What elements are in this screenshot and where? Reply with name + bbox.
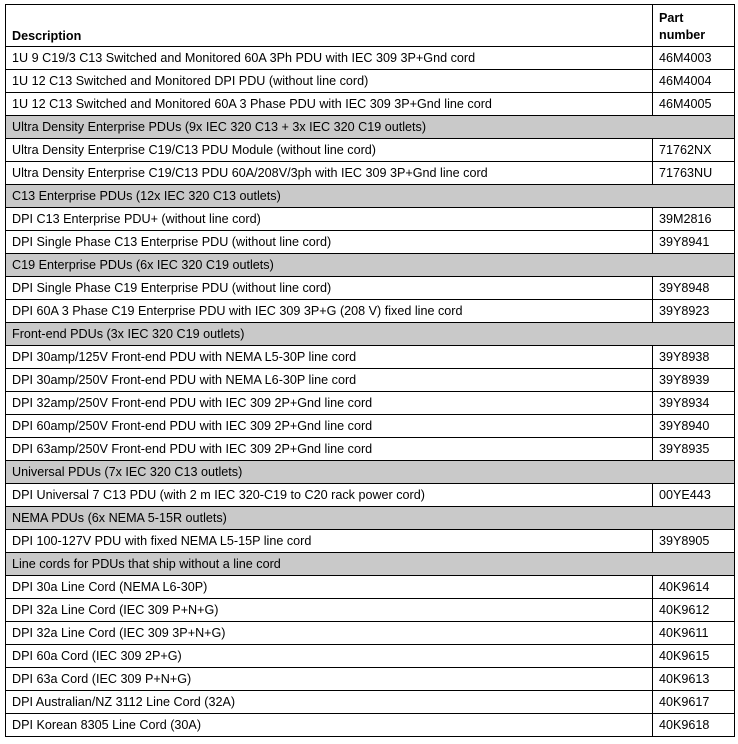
description-cell: DPI 30amp/125V Front-end PDU with NEMA L5-30P line cord bbox=[6, 346, 653, 369]
table-row bbox=[6, 714, 735, 737]
description-cell: DPI 32a Line Cord (IEC 309 P+N+G) bbox=[6, 599, 653, 622]
description-cell: DPI Australian/NZ 3112 Line Cord (32A) bbox=[6, 691, 653, 714]
table-header-row bbox=[6, 5, 735, 47]
section-title: Front-end PDUs (3x IEC 320 C19 outlets) bbox=[6, 323, 735, 346]
table-body bbox=[6, 47, 735, 737]
description-cell: DPI C13 Enterprise PDU+ (without line cord) bbox=[6, 208, 653, 231]
part-number-cell: 71762NX bbox=[653, 139, 735, 162]
section-title: NEMA PDUs (6x NEMA 5-15R outlets) bbox=[6, 507, 735, 530]
part-number-header-line1: Part bbox=[659, 11, 684, 25]
table-row bbox=[6, 576, 735, 599]
table-row bbox=[6, 93, 735, 116]
description-cell: DPI 32a Line Cord (IEC 309 3P+N+G) bbox=[6, 622, 653, 645]
table-row bbox=[6, 484, 735, 507]
description-column-header: Description bbox=[6, 5, 653, 47]
part-number-cell: 39Y8939 bbox=[653, 369, 735, 392]
part-number-cell: 40K9614 bbox=[653, 576, 735, 599]
table-row bbox=[6, 369, 735, 392]
section-header-row bbox=[6, 461, 735, 484]
part-number-column-header bbox=[653, 5, 735, 47]
description-cell: DPI 30amp/250V Front-end PDU with NEMA L6-30P line cord bbox=[6, 369, 653, 392]
table-row bbox=[6, 139, 735, 162]
part-number-cell: 39Y8948 bbox=[653, 277, 735, 300]
table-row bbox=[6, 231, 735, 254]
table-row bbox=[6, 645, 735, 668]
table-row bbox=[6, 392, 735, 415]
part-number-cell: 46M4004 bbox=[653, 70, 735, 93]
description-cell: DPI 60a Cord (IEC 309 2P+G) bbox=[6, 645, 653, 668]
table-row bbox=[6, 277, 735, 300]
description-cell: DPI 30a Line Cord (NEMA L6-30P) bbox=[6, 576, 653, 599]
part-number-cell: 40K9613 bbox=[653, 668, 735, 691]
table-row bbox=[6, 438, 735, 461]
table-row bbox=[6, 622, 735, 645]
description-cell: 1U 9 C19/3 C13 Switched and Monitored 60A 3Ph PDU with IEC 309 3P+Gnd cord bbox=[6, 47, 653, 70]
table-row bbox=[6, 668, 735, 691]
section-header-row bbox=[6, 116, 735, 139]
section-title: Line cords for PDUs that ship without a line cord bbox=[6, 553, 735, 576]
section-header-row bbox=[6, 254, 735, 277]
section-title: C19 Enterprise PDUs (6x IEC 320 C19 outlets) bbox=[6, 254, 735, 277]
section-title: C13 Enterprise PDUs (12x IEC 320 C13 outlets) bbox=[6, 185, 735, 208]
description-cell: DPI Korean 8305 Line Cord (30A) bbox=[6, 714, 653, 737]
table-row bbox=[6, 346, 735, 369]
description-cell: DPI 60A 3 Phase C19 Enterprise PDU with IEC 309 3P+G (208 V) fixed line cord bbox=[6, 300, 653, 323]
table-row bbox=[6, 162, 735, 185]
table-row bbox=[6, 691, 735, 714]
description-cell: DPI Single Phase C13 Enterprise PDU (without line cord) bbox=[6, 231, 653, 254]
description-cell: Ultra Density Enterprise C19/C13 PDU Module (without line cord) bbox=[6, 139, 653, 162]
part-number-cell: 39Y8923 bbox=[653, 300, 735, 323]
part-number-cell: 46M4005 bbox=[653, 93, 735, 116]
part-number-cell: 40K9615 bbox=[653, 645, 735, 668]
part-number-header-line2: number bbox=[659, 28, 706, 42]
part-number-cell: 40K9618 bbox=[653, 714, 735, 737]
part-number-cell: 39Y8934 bbox=[653, 392, 735, 415]
description-cell: 1U 12 C13 Switched and Monitored 60A 3 Phase PDU with IEC 309 3P+Gnd line cord bbox=[6, 93, 653, 116]
description-cell: DPI 32amp/250V Front-end PDU with IEC 309 2P+Gnd line cord bbox=[6, 392, 653, 415]
section-header-row bbox=[6, 185, 735, 208]
part-number-cell: 40K9611 bbox=[653, 622, 735, 645]
description-cell: DPI 60amp/250V Front-end PDU with IEC 309 2P+Gnd line cord bbox=[6, 415, 653, 438]
description-cell: DPI 63a Cord (IEC 309 P+N+G) bbox=[6, 668, 653, 691]
part-number-cell: 39Y8940 bbox=[653, 415, 735, 438]
section-header-row bbox=[6, 553, 735, 576]
description-cell: DPI Single Phase C19 Enterprise PDU (without line cord) bbox=[6, 277, 653, 300]
section-header-row bbox=[6, 323, 735, 346]
part-number-cell: 39M2816 bbox=[653, 208, 735, 231]
part-number-cell: 71763NU bbox=[653, 162, 735, 185]
pdu-parts-table bbox=[5, 4, 735, 737]
table-row bbox=[6, 300, 735, 323]
part-number-cell: 40K9612 bbox=[653, 599, 735, 622]
table-row bbox=[6, 70, 735, 93]
description-cell: DPI Universal 7 C13 PDU (with 2 m IEC 320-C19 to C20 rack power cord) bbox=[6, 484, 653, 507]
description-cell: DPI 63amp/250V Front-end PDU with IEC 309 2P+Gnd line cord bbox=[6, 438, 653, 461]
section-header-row bbox=[6, 507, 735, 530]
section-title: Ultra Density Enterprise PDUs (9x IEC 320 C13 + 3x IEC 320 C19 outlets) bbox=[6, 116, 735, 139]
part-number-cell: 40K9617 bbox=[653, 691, 735, 714]
table-row bbox=[6, 415, 735, 438]
part-number-cell: 00YE443 bbox=[653, 484, 735, 507]
part-number-cell: 39Y8941 bbox=[653, 231, 735, 254]
table-row bbox=[6, 599, 735, 622]
section-title: Universal PDUs (7x IEC 320 C13 outlets) bbox=[6, 461, 735, 484]
part-number-cell: 39Y8905 bbox=[653, 530, 735, 553]
part-number-cell: 46M4003 bbox=[653, 47, 735, 70]
table-row bbox=[6, 208, 735, 231]
table-row bbox=[6, 530, 735, 553]
description-cell: DPI 100-127V PDU with fixed NEMA L5-15P line cord bbox=[6, 530, 653, 553]
part-number-cell: 39Y8938 bbox=[653, 346, 735, 369]
description-cell: 1U 12 C13 Switched and Monitored DPI PDU (without line cord) bbox=[6, 70, 653, 93]
table-row bbox=[6, 47, 735, 70]
description-cell: Ultra Density Enterprise C19/C13 PDU 60A/208V/3ph with IEC 309 3P+Gnd line cord bbox=[6, 162, 653, 185]
part-number-cell: 39Y8935 bbox=[653, 438, 735, 461]
